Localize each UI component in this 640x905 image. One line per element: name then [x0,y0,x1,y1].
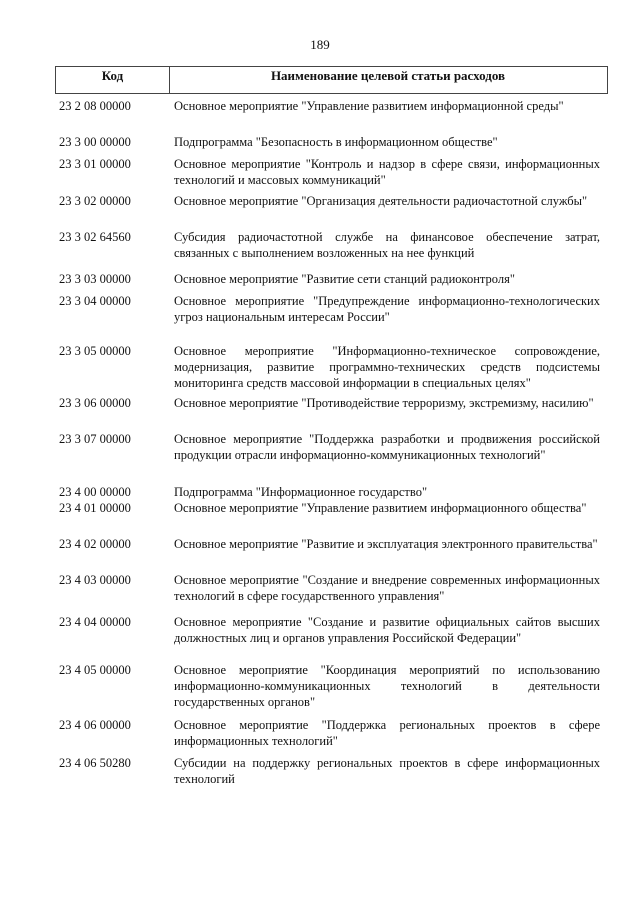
row-code: 23 3 02 00000 [59,194,131,208]
row-name: Основное мероприятие "Координация мероприятий по использованию информационно-коммуникационных технологий в деятельности государственных органов" [174,663,600,709]
page-number: 189 [310,37,330,52]
table-row [0,500,640,536]
row-name: Субсидии на поддержку региональных проектов в сфере информационных технологий [174,756,600,786]
table-row [0,293,640,343]
row-code: 23 4 06 00000 [59,718,131,732]
row-code: 23 4 01 00000 [59,501,131,515]
table-row [0,755,640,791]
row-code: 23 3 00 00000 [59,135,131,149]
row-name: Основное мероприятие "Создание и развитие официальных сайтов высших должностных лиц и органов управления Российской Федерации" [174,615,600,645]
row-name: Основное мероприятие "Поддержка региональных проектов в сфере информационных технологий" [174,718,600,748]
row-code: 23 3 06 00000 [59,396,131,410]
table-row [0,572,640,614]
row-code: 23 4 04 00000 [59,615,131,629]
row-code: 23 4 06 50280 [59,756,131,770]
table-row [0,98,640,134]
row-code: 23 4 02 00000 [59,537,131,551]
code-column-header: Код [56,67,170,93]
row-code: 23 3 02 64560 [59,230,131,244]
row-name: Основное мероприятие "Развитие сети станций радиоконтроля" [174,272,515,286]
row-name: Основное мероприятие "Управление развитием информационного общества" [174,501,587,515]
table-row [0,395,640,431]
table-row [0,614,640,662]
row-name: Подпрограмма "Безопасность в информационном обществе" [174,135,498,149]
row-name: Основное мероприятие "Информационно-техническое сопровождение, модернизация, развитие программно-технических средств подсистемы мониторинга средств массовой информации в специальных целях" [174,344,600,390]
table-row [0,484,640,500]
row-code: 23 4 00 00000 [59,485,131,499]
row-code: 23 3 01 00000 [59,157,131,171]
table-row [0,717,640,755]
table-row [0,134,640,156]
table-row [0,271,640,293]
row-code: 23 3 04 00000 [59,294,131,308]
table-row [0,229,640,271]
row-name: Основное мероприятие "Управление развитием информационной среды" [174,99,564,113]
row-code: 23 3 03 00000 [59,272,131,286]
row-name: Основное мероприятие "Предупреждение информационно-технологических угроз национальным интересам России" [174,294,600,324]
row-name: Основное мероприятие "Создание и внедрение современных информационных технологий в сфере государственного управления" [174,573,600,603]
table-row [0,193,640,229]
row-name: Основное мероприятие "Контроль и надзор в сфере связи, информационных технологий и массовых коммуникаций" [174,157,600,187]
row-name: Основное мероприятие "Поддержка разработки и продвижения российской продукции отрасли информационно-коммуникационных технологий" [174,432,600,462]
table-row [0,343,640,395]
row-name: Основное мероприятие "Организация деятельности радиочастотной службы" [174,194,588,208]
table-row [0,662,640,717]
name-column-header: Наименование целевой статьи расходов [270,68,506,83]
table-row [0,156,640,193]
table-header [55,66,608,94]
row-name: Подпрограмма "Информационное государство" [174,485,428,499]
row-name: Субсидия радиочастотной службе на финансовое обеспечение затрат, связанных с выполнением возложенных на нее функций [174,230,600,260]
table-row [0,431,640,484]
row-code: 23 4 03 00000 [59,573,131,587]
row-code: 23 2 08 00000 [59,99,131,113]
table-row [0,536,640,572]
row-name: Основное мероприятие "Развитие и эксплуатация электронного правительства" [174,537,598,551]
row-name: Основное мероприятие "Противодействие терроризму, экстремизму, насилию" [174,396,594,410]
row-code: 23 3 05 00000 [59,344,131,358]
row-code: 23 4 05 00000 [59,663,131,677]
row-code: 23 3 07 00000 [59,432,131,446]
table-body [0,98,640,791]
